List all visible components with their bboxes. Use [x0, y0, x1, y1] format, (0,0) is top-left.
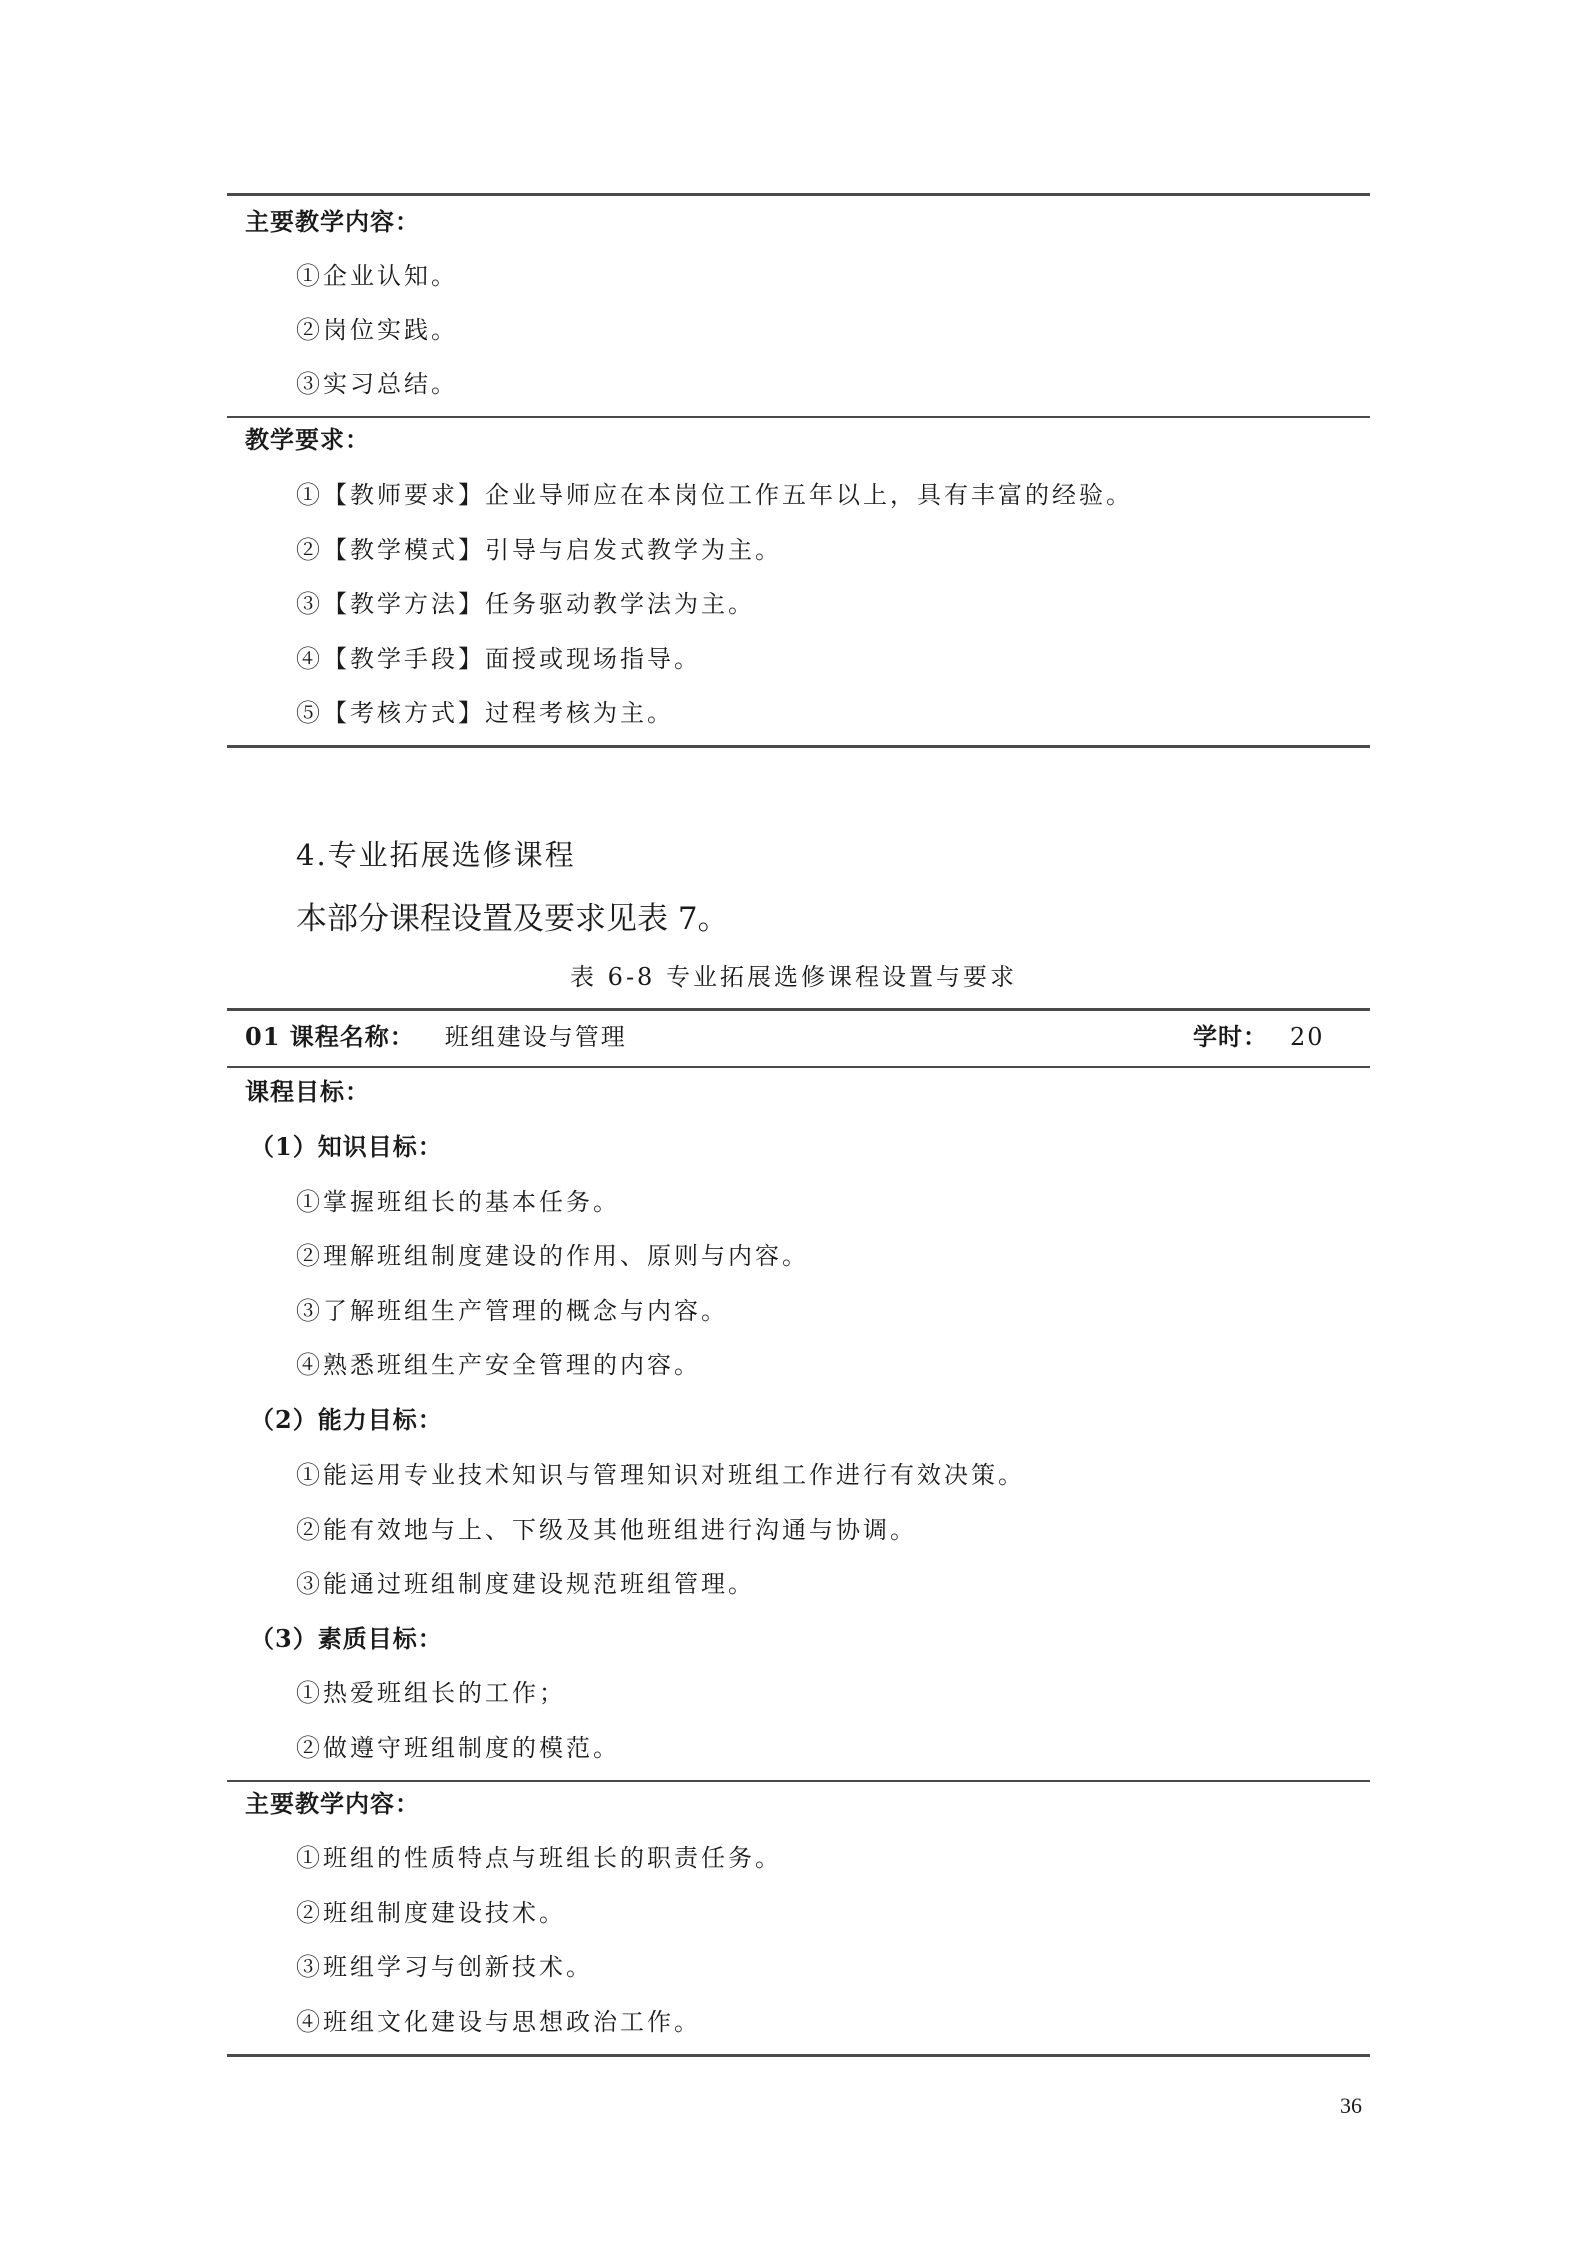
goal-heading: 课程目标： [245, 1077, 370, 1106]
page-number: 36 [1340, 2093, 1362, 2118]
list-item: ②能有效地与上、下级及其他班组进行沟通与协调。 [296, 1516, 917, 1544]
table2-divider [227, 1780, 1370, 1782]
list-item: ③能通过班组制度建设规范班组管理。 [296, 1570, 755, 1598]
section-title: 4.专业拓展选修课程 [296, 838, 576, 872]
list-item: ②班组制度建设技术。 [296, 1899, 566, 1927]
list-item: ①热爱班组长的工作； [296, 1679, 566, 1707]
course-name: 班组建设与管理 [444, 1023, 627, 1051]
list-item: ③了解班组生产管理的概念与内容。 [296, 1297, 728, 1325]
table2-top-rule [227, 1008, 1370, 1011]
list-item: ②岗位实践。 [296, 316, 458, 344]
list-item: ④【教学手段】面授或现场指导。 [296, 645, 701, 673]
knowledge-heading: （1）知识目标： [250, 1132, 443, 1161]
list-item: ④熟悉班组生产安全管理的内容。 [296, 1351, 701, 1379]
list-item: ①掌握班组长的基本任务。 [296, 1188, 620, 1216]
hours-value: 20 [1290, 1023, 1325, 1051]
table1-bottom-rule [227, 745, 1370, 748]
list-item: ②理解班组制度建设的作用、原则与内容。 [296, 1242, 809, 1270]
section-paragraph: 本部分课程设置及要求见表 7。 [296, 901, 729, 937]
hours-label: 学时： [1193, 1022, 1268, 1051]
course-hours [1193, 1017, 1325, 1052]
list-item: ③班组学习与创新技术。 [296, 1953, 593, 1981]
table1-content-heading: 主要教学内容： [245, 207, 420, 236]
course-label: 01 课程名称： [245, 1022, 415, 1051]
table1-divider [227, 416, 1370, 418]
list-item: ①班组的性质特点与班组长的职责任务。 [296, 1844, 782, 1872]
table1-req-heading: 教学要求： [245, 425, 370, 454]
list-item: ④班组文化建设与思想政治工作。 [296, 2008, 701, 2036]
list-item: ③【教学方法】任务驱动教学法为主。 [296, 590, 755, 618]
list-item: ①【教师要求】企业导师应在本岗位工作五年以上，具有丰富的经验。 [296, 481, 1133, 509]
list-item: ⑤【考核方式】过程考核为主。 [296, 699, 674, 727]
table1-top-rule [227, 193, 1370, 196]
list-item: ③实习总结。 [296, 370, 458, 398]
list-item: ②【教学模式】引导与启发式教学为主。 [296, 536, 782, 564]
course-name-row [245, 1017, 627, 1052]
quality-heading: （3）素质目标： [250, 1624, 443, 1653]
list-item: ②做遵守班组制度的模范。 [296, 1734, 620, 1762]
list-item: ①能运用专业技术知识与管理知识对班组工作进行有效决策。 [296, 1461, 1025, 1489]
table2-divider [227, 1066, 1370, 1068]
ability-heading: （2）能力目标： [250, 1405, 443, 1434]
table2-content-heading: 主要教学内容： [245, 1789, 420, 1818]
table-caption: 表 6-8 专业拓展选修课程设置与要求 [570, 963, 1017, 991]
table2-bottom-rule [227, 2054, 1370, 2057]
list-item: ①企业认知。 [296, 262, 458, 290]
